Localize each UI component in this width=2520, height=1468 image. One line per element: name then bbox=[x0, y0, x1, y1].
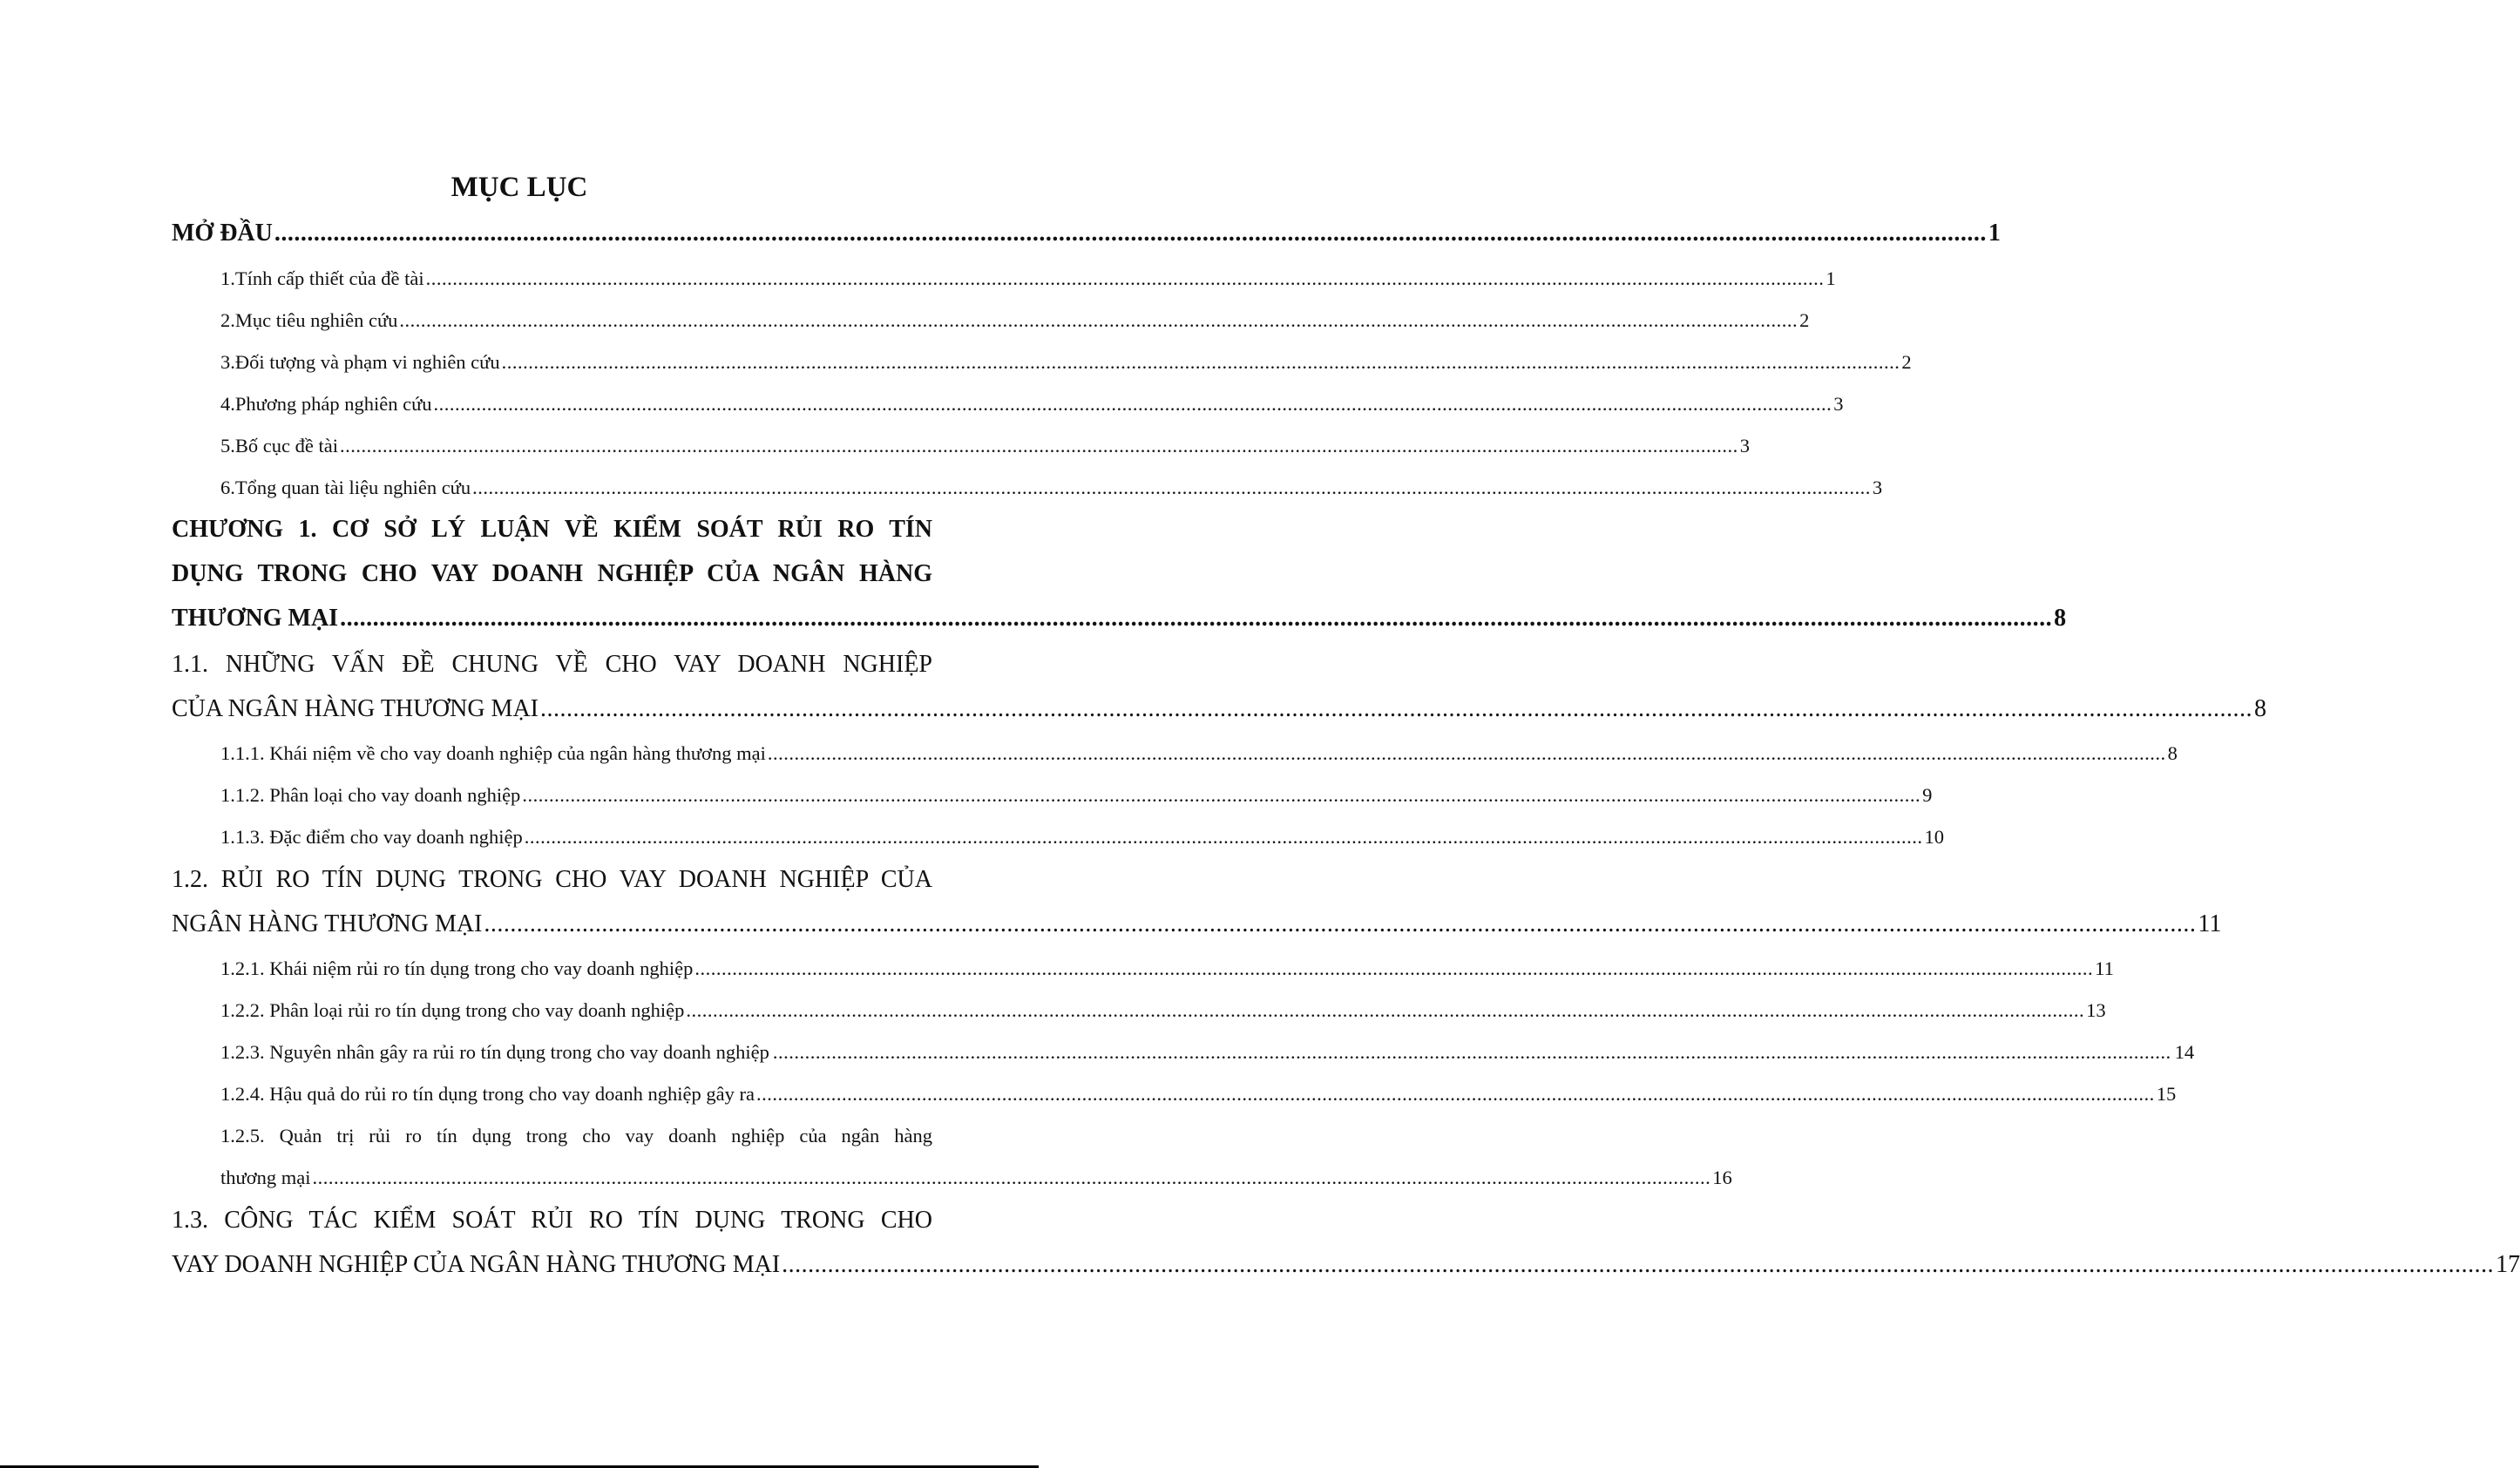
dot-leader: ...................................................................................................................................................................................................................................................................... bbox=[472, 477, 1871, 498]
toc-page-number: 3 bbox=[1739, 435, 1750, 457]
dot-leader: ...................................................................................................................................................................................................................................................................... bbox=[522, 784, 1921, 806]
dot-leader: ...................................................................................................................................................................................................................................................................... bbox=[339, 435, 1738, 457]
toc-section-1-2-line-1[interactable]: 1.2. RỦI RO TÍN DỤNG TRONG CHO VAY DOANH NGHIỆP CỦA bbox=[172, 866, 932, 893]
toc-page-number: 8 bbox=[2054, 605, 2067, 632]
toc-entry-title: 1.2.1. Khái niệm rủi ro tín dụng trong cho vay doanh nghiệp bbox=[220, 957, 694, 979]
toc-chapter-1-line-3[interactable] bbox=[172, 601, 2067, 636]
toc-entry-mo-dau[interactable] bbox=[172, 216, 2001, 251]
toc-chapter-1-line-2[interactable]: DỤNG TRONG CHO VAY DOANH NGHIỆP CỦA NGÂN HÀNG bbox=[172, 560, 932, 587]
toc-entry-1-1-2[interactable] bbox=[220, 781, 1933, 810]
dot-leader: ...................................................................................................................................................................................................................................................................... bbox=[524, 826, 1923, 848]
toc-entry-title: 1.1.1. Khái niệm về cho vay doanh nghiệp của ngân hàng thương mại bbox=[220, 742, 766, 764]
toc-page-number: 10 bbox=[1924, 826, 1945, 848]
toc-entry-title: 1.1.2. Phân loại cho vay doanh nghiệp bbox=[220, 784, 521, 806]
toc-entry-3[interactable] bbox=[220, 348, 1912, 377]
toc-section-1-1-line-1[interactable]: 1.1. NHỮNG VẤN ĐỀ CHUNG VỀ CHO VAY DOANH NGHIỆP bbox=[172, 651, 932, 678]
toc-entry-title: 1.1.3. Đặc điểm cho vay doanh nghiệp bbox=[220, 826, 523, 848]
toc-page-number: 15 bbox=[2156, 1083, 2177, 1105]
toc-entry-6[interactable] bbox=[220, 473, 1883, 503]
toc-entry-number: 2. bbox=[220, 309, 235, 331]
dot-leader: ...................................................................................................................................................................................................................................................................... bbox=[399, 309, 1799, 331]
toc-entry-1[interactable] bbox=[220, 264, 1836, 294]
toc-entry-title: Tính cấp thiết của đề tài bbox=[234, 267, 424, 289]
toc-entry-title: 1.2.2. Phân loại rủi ro tín dụng trong cho vay doanh nghiệp bbox=[220, 999, 685, 1021]
toc-page-number: 8 bbox=[2253, 695, 2266, 722]
page-title: MỤC LỤC bbox=[450, 172, 588, 203]
toc-section-1-2-line-2[interactable] bbox=[172, 907, 2222, 942]
toc-page-number: 3 bbox=[1833, 393, 1844, 415]
toc-entry-title: Đối tượng và phạm vi nghiên cứu bbox=[234, 351, 500, 373]
dot-leader: ...................................................................................................................................................................................................................................................................... bbox=[772, 1041, 2171, 1063]
toc-page-number: 2 bbox=[1799, 309, 1810, 331]
dot-leader: ...................................................................................................................................................................................................................................................................... bbox=[694, 957, 2094, 979]
toc-chapter-1-line-1[interactable]: CHƯƠNG 1. CƠ SỞ LÝ LUẬN VỀ KIỂM SOÁT RỦI RO TÍN bbox=[172, 516, 932, 543]
toc-page-number: 8 bbox=[2167, 742, 2178, 764]
toc-page-number: 14 bbox=[2174, 1041, 2195, 1063]
toc-entry-number: 4. bbox=[220, 393, 235, 415]
toc-entry-1-2-5-line-2[interactable] bbox=[220, 1163, 1732, 1193]
toc-entry-5[interactable] bbox=[220, 431, 1750, 461]
toc-entry-title: Phương pháp nghiên cứu bbox=[234, 393, 432, 415]
dot-leader: ...................................................................................................................................................................................................................................................................... bbox=[340, 605, 2053, 632]
toc-entry-2[interactable] bbox=[220, 306, 1810, 335]
dot-leader: ...................................................................................................................................................................................................................................................................... bbox=[312, 1167, 1711, 1188]
dot-leader: ...................................................................................................................................................................................................................................................................... bbox=[782, 1251, 2495, 1278]
dot-leader: ...................................................................................................................................................................................................................................................................... bbox=[539, 695, 2252, 722]
toc-entry-4[interactable] bbox=[220, 389, 1844, 419]
toc-page-number: 13 bbox=[2086, 999, 2106, 1021]
toc-section-1-3-line-1[interactable]: 1.3. CÔNG TÁC KIỂM SOÁT RỦI RO TÍN DỤNG TRONG CHO bbox=[172, 1207, 932, 1234]
toc-entry-title: CỦA NGÂN HÀNG THƯƠNG MẠI bbox=[172, 695, 539, 722]
dot-leader: ...................................................................................................................................................................................................................................................................... bbox=[274, 220, 1987, 247]
toc-entry-title: Bố cục đề tài bbox=[234, 435, 338, 457]
toc-page-number: 2 bbox=[1901, 351, 1912, 373]
toc-entry-title: Mục tiêu nghiên cứu bbox=[234, 309, 398, 331]
toc-page-number: 16 bbox=[1712, 1167, 1732, 1188]
toc-section-1-3-line-2[interactable] bbox=[172, 1248, 2520, 1282]
toc-page-number: 11 bbox=[2198, 910, 2222, 937]
toc-entry-1-2-1[interactable] bbox=[220, 954, 2114, 984]
toc-entry-number: 6. bbox=[220, 477, 235, 498]
toc-entry-title: 1.2.4. Hậu quả do rủi ro tín dụng trong cho vay doanh nghiệp gây ra bbox=[220, 1083, 755, 1105]
toc-page-number: 1 bbox=[1988, 220, 2001, 247]
toc-entry-1-1-1[interactable] bbox=[220, 739, 2178, 768]
toc-entry-number: 1. bbox=[220, 267, 235, 289]
toc-entry-number: 3. bbox=[220, 351, 235, 373]
toc-entry-title: VAY DOANH NGHIỆP CỦA NGÂN HÀNG THƯƠNG MẠI bbox=[172, 1251, 781, 1278]
toc-entry-1-2-2[interactable] bbox=[220, 996, 2106, 1025]
toc-entry-title: MỞ ĐẦU bbox=[172, 220, 273, 247]
toc-page-number: 3 bbox=[1872, 477, 1883, 498]
toc-entry-title: thương mại bbox=[220, 1167, 311, 1188]
dot-leader: ...................................................................................................................................................................................................................................................................... bbox=[425, 267, 1825, 289]
toc-entry-1-2-3[interactable] bbox=[220, 1038, 2195, 1067]
toc-entry-title: NGÂN HÀNG THƯƠNG MẠI bbox=[172, 910, 483, 937]
dot-leader: ...................................................................................................................................................................................................................................................................... bbox=[686, 999, 2085, 1021]
toc-entry-1-1-3[interactable] bbox=[220, 822, 1945, 852]
toc-entry-1-2-5-line-1[interactable]: 1.2.5. Quản trị rủi ro tín dụng trong cho vay doanh nghiệp của ngân hàng bbox=[220, 1125, 932, 1147]
dot-leader: ...................................................................................................................................................................................................................................................................... bbox=[433, 393, 1832, 415]
dot-leader: ...................................................................................................................................................................................................................................................................... bbox=[501, 351, 1900, 373]
toc-entry-title: THƯƠNG MẠI bbox=[172, 605, 339, 632]
toc-page-number: 9 bbox=[1922, 784, 1933, 806]
toc-page-number: 1 bbox=[1826, 267, 1836, 289]
toc-entry-title: Tổng quan tài liệu nghiên cứu bbox=[234, 477, 471, 498]
dot-leader: ...................................................................................................................................................................................................................................................................... bbox=[484, 910, 2197, 937]
toc-section-1-1-line-2[interactable] bbox=[172, 692, 2266, 727]
dot-leader: ...................................................................................................................................................................................................................................................................... bbox=[767, 742, 2166, 764]
toc-page-number: 17 bbox=[2496, 1251, 2520, 1278]
toc-entry-1-2-4[interactable] bbox=[220, 1079, 2177, 1109]
toc-page-number: 11 bbox=[2095, 957, 2114, 979]
toc-entry-title: 1.2.3. Nguyên nhân gây ra rủi ro tín dụng trong cho vay doanh nghiệp bbox=[220, 1041, 769, 1063]
dot-leader: ...................................................................................................................................................................................................................................................................... bbox=[756, 1083, 2155, 1105]
toc-entry-number: 5. bbox=[220, 435, 235, 457]
